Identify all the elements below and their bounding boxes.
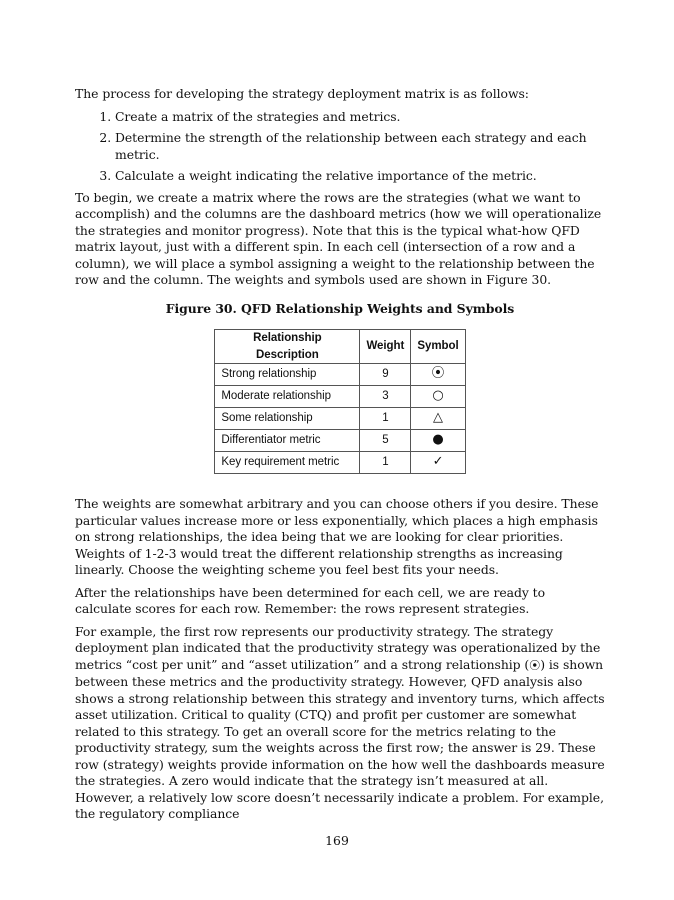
relationship-weight: 9	[360, 364, 411, 386]
key-requirement-check-icon: ✓	[411, 452, 465, 474]
list-item: 1. Create a matrix of the strategies and metrics.	[115, 109, 605, 126]
moderate-relationship-icon: ○	[411, 386, 465, 408]
table-row	[215, 408, 465, 430]
relationship-description: Key requirement metric	[215, 452, 360, 474]
relationship-description: Some relationship	[215, 408, 360, 430]
relationship-description: Moderate relationship	[215, 386, 360, 408]
some-relationship-icon: △	[411, 408, 465, 430]
body-paragraph-1: To begin, we create a matrix where the rows are the strategies (what we want to accomplish) and the columns are the dashboard metrics (how we will operationalize the strategies and monitor progress). Note that this is the typical what-how QFD matrix layout, just with a different spin. In each cell (intersection of a row and a column), we will place a symbol assigning a weight to the relationship between the row and the column. The weights and symbols used are shown in Figure 30.	[75, 189, 602, 287]
strong-relationship-icon: ⦿	[411, 364, 465, 386]
table-header-row	[215, 330, 465, 364]
paragraph-text: For example, the first row represents our productivity strategy. The strategy deployment plan indicated that the productivity strategy was operationalized by the metrics “cost per unit” and “asset utilization” and a strong relationship (	[75, 623, 601, 672]
intro-paragraph: The process for developing the strategy deployment matrix is as follows:	[75, 86, 529, 101]
list-item: 2. Determine the strength of the relationship between each strategy and each metric.	[115, 130, 605, 163]
column-header: Weight	[360, 330, 411, 364]
page-content	[75, 86, 605, 829]
paragraph-text: ) is shown between these metrics and the productivity strategy. However, QFD analysis also shows a strong relationship between this strategy and inventory turns, which affects asset utilization. Critical to quality (CTQ) and profit per customer are somewhat related to this strategy. To get an overall score for the metrics relating to the productivity strategy, sum the weights across the first row; the answer is 29. These row (strategy) weights provide information on the how well the dashboards measure the strategies. A zero would indicate that the strategy isn’t measured at all. However, a relatively low score doesn’t necessarily indicate a problem. For example, the regulatory compliance	[75, 656, 605, 821]
strong-relationship-icon: ⦿	[529, 658, 541, 672]
relationship-weight: 3	[360, 386, 411, 408]
differentiator-metric-icon: ●	[411, 430, 465, 452]
body-paragraph-3: After the relationships have been determined for each cell, we are ready to calculate scores for each row. Remember: the rows represent strategies.	[75, 584, 546, 616]
relationship-weights-table	[214, 329, 465, 474]
column-header: Symbol	[411, 330, 465, 364]
table-row	[215, 386, 465, 408]
page-number: 169	[325, 833, 349, 848]
relationship-weight: 1	[360, 408, 411, 430]
body-paragraph-2: The weights are somewhat arbitrary and you can choose others if you desire. These particular values increase more or less exponentially, which places a high emphasis on strong relationships, the idea being that we are looking for clear priorities. Weights of 1-2-3 would treat the different relationship strengths as increasing linearly. Choose the weighting scheme you feel best fits your needs.	[75, 496, 599, 577]
process-steps-list	[75, 109, 605, 185]
relationship-description: Strong relationship	[215, 364, 360, 386]
relationship-description: Differentiator metric	[215, 430, 360, 452]
figure-title: Figure 30. QFD Relationship Weights and Symbols	[165, 300, 515, 316]
table-row	[215, 430, 465, 452]
relationship-weight: 5	[360, 430, 411, 452]
column-header: Relationship Description	[215, 330, 360, 364]
relationship-weight: 1	[360, 452, 411, 474]
list-item: 3. Calculate a weight indicating the relative importance of the metric.	[115, 168, 605, 185]
table-row	[215, 364, 465, 386]
table-row	[215, 452, 465, 474]
body-paragraph-4	[75, 624, 605, 823]
